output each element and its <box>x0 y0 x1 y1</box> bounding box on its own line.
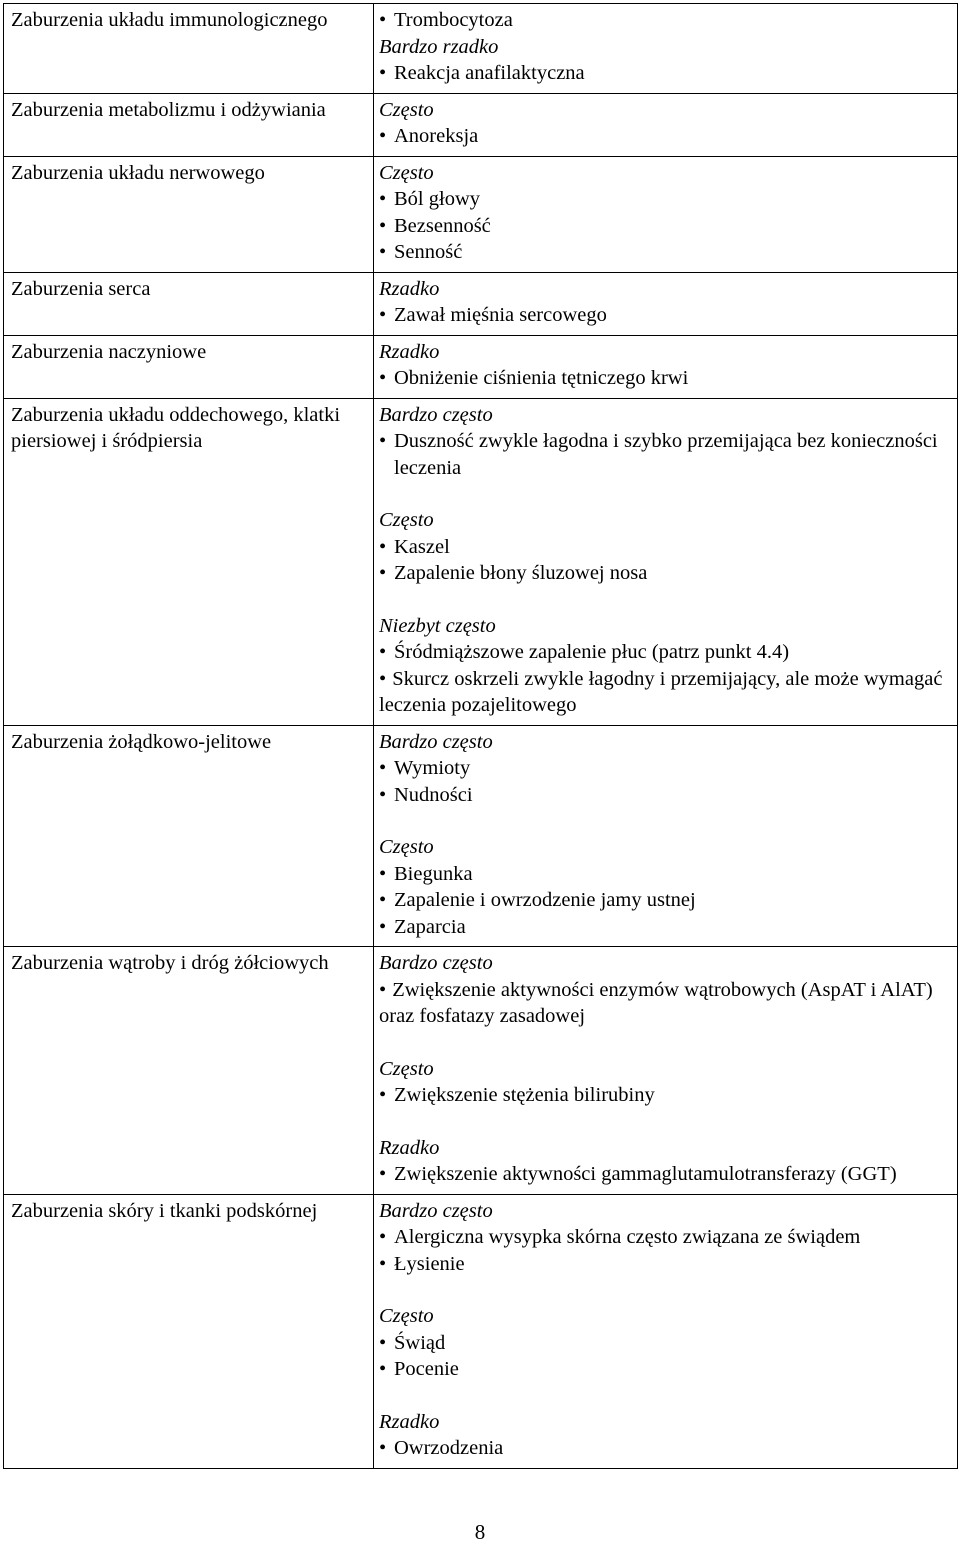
frequency-label: Bardzo często <box>379 403 493 426</box>
frequency-label: Niezbyt często <box>379 614 496 637</box>
effect-item: • Biegunka <box>379 861 953 888</box>
adverse-reactions-table <box>3 3 958 1469</box>
frequency-group <box>379 7 953 34</box>
effects-cell <box>374 156 958 272</box>
frequency-label: Często <box>379 1305 434 1327</box>
effect-list <box>379 755 953 808</box>
effect-list <box>379 977 953 1030</box>
frequency-label: Rzadko <box>379 1410 440 1433</box>
effect-item: • Zaparcia <box>379 914 953 941</box>
table-row <box>4 272 958 335</box>
frequency-label: Często <box>379 836 434 858</box>
effect-item: • Anoreksja <box>379 123 953 150</box>
frequency-group <box>379 1303 953 1383</box>
frequency-group <box>379 160 953 266</box>
frequency-group <box>379 1056 953 1109</box>
effect-item: • Śródmiąższowe zapalenie płuc (patrz punkt 4.4) <box>379 639 953 666</box>
effect-list <box>379 534 953 587</box>
effects-cell <box>374 398 958 725</box>
table-row <box>4 947 958 1195</box>
frequency-label: Bardzo często <box>379 730 493 753</box>
table-body <box>4 4 958 1469</box>
effect-item: • Wymioty <box>379 755 953 782</box>
organ-class-cell: Zaburzenia układu nerwowego <box>4 156 374 272</box>
organ-class-cell: Zaburzenia metabolizmu i odżywiania <box>4 93 374 156</box>
effects-cell <box>374 725 958 947</box>
frequency-group <box>379 1198 953 1278</box>
effect-list <box>379 639 953 719</box>
table-row <box>4 156 958 272</box>
effect-item: • Duszność zwykle łagodna i szybko przemijająca bez konieczności leczenia <box>379 428 953 481</box>
effect-item: • Alergiczna wysypka skórna często związana ze świądem <box>379 1224 953 1251</box>
page-number: 8 <box>474 1520 486 1544</box>
effect-list <box>379 428 953 481</box>
effect-item: • Zapalenie błony śluzowej nosa <box>379 560 953 587</box>
frequency-label: Rzadko <box>379 340 440 363</box>
effect-item: • Kaszel <box>379 534 953 561</box>
organ-class-cell: Zaburzenia układu oddechowego, klatki piersiowej i śródpiersia <box>4 398 374 725</box>
frequency-label: Rzadko <box>379 277 440 300</box>
effects-cell <box>374 4 958 94</box>
effect-list <box>379 1435 953 1462</box>
effects-cell <box>374 93 958 156</box>
effect-item: • Reakcja anafilaktyczna <box>379 60 953 87</box>
frequency-group <box>379 339 953 392</box>
frequency-group <box>379 402 953 482</box>
effect-item: • Zwiększenie aktywności gammaglutamulotransferazy (GGT) <box>379 1161 953 1188</box>
table-row <box>4 4 958 94</box>
frequency-group <box>379 276 953 329</box>
frequency-label: Bardzo często <box>379 952 493 974</box>
frequency-group <box>379 1409 953 1462</box>
effect-item: • Łysienie <box>379 1251 953 1278</box>
effect-item: • Zwiększenie stężenia bilirubiny <box>379 1082 953 1109</box>
effect-item: • Zawał mięśnia sercowego <box>379 302 953 329</box>
effect-item: • Ból głowy <box>379 186 953 213</box>
effect-item: • Zapalenie i owrzodzenie jamy ustnej <box>379 887 953 914</box>
effect-item: • Zwiększenie aktywności enzymów wątrobowych (AspAT i AlAT) oraz fosfatazy zasadowej <box>379 977 953 1030</box>
effect-item: • Skurcz oskrzeli zwykle łagodny i przemijający, ale może wymagać leczenia pozajelitowego <box>379 666 953 719</box>
frequency-group <box>379 834 953 940</box>
effect-list <box>379 302 953 329</box>
effects-cell <box>374 1194 958 1468</box>
frequency-label: Często <box>379 98 434 121</box>
effect-list <box>379 1224 953 1277</box>
organ-class-cell: Zaburzenia układu immunologicznego <box>4 4 374 94</box>
frequency-group <box>379 34 953 87</box>
organ-class-cell: Zaburzenia wątroby i dróg żółciowych <box>4 947 374 1195</box>
effect-list <box>379 1082 953 1109</box>
frequency-group <box>379 950 953 1030</box>
organ-class-cell: Zaburzenia skóry i tkanki podskórnej <box>4 1194 374 1468</box>
effect-item: • Senność <box>379 239 953 266</box>
table-row <box>4 335 958 398</box>
effect-list <box>379 123 953 150</box>
effect-item: • Świąd <box>379 1330 953 1357</box>
table-row <box>4 1194 958 1468</box>
effect-list <box>379 1161 953 1188</box>
effect-list <box>379 186 953 266</box>
frequency-label: Bardzo rzadko <box>379 35 499 58</box>
effect-item: • Nudności <box>379 782 953 809</box>
effects-cell <box>374 335 958 398</box>
frequency-group <box>379 729 953 809</box>
frequency-label: Często <box>379 161 434 184</box>
effects-cell <box>374 947 958 1195</box>
organ-class-cell: Zaburzenia serca <box>4 272 374 335</box>
frequency-group <box>379 507 953 587</box>
effect-item: • Owrzodzenia <box>379 1435 953 1462</box>
frequency-label: Często <box>379 509 434 531</box>
table-row <box>4 725 958 947</box>
effect-item: • Pocenie <box>379 1356 953 1383</box>
organ-class-cell: Zaburzenia naczyniowe <box>4 335 374 398</box>
effect-list <box>379 1330 953 1383</box>
table-row <box>4 93 958 156</box>
effect-item: • Obniżenie ciśnienia tętniczego krwi <box>379 365 953 392</box>
frequency-label: Bardzo często <box>379 1199 493 1222</box>
effect-list <box>379 7 953 34</box>
table-row <box>4 398 958 725</box>
frequency-group <box>379 613 953 719</box>
frequency-group <box>379 97 953 150</box>
organ-class-cell: Zaburzenia żołądkowo-jelitowe <box>4 725 374 947</box>
frequency-label: Często <box>379 1057 434 1080</box>
effect-item: • Bezsenność <box>379 213 953 240</box>
effects-cell <box>374 272 958 335</box>
effect-list <box>379 365 953 392</box>
frequency-label: Rzadko <box>379 1136 440 1159</box>
frequency-group <box>379 1135 953 1188</box>
effect-list <box>379 861 953 941</box>
effect-item: • Trombocytoza <box>379 7 953 34</box>
effect-list <box>379 60 953 87</box>
